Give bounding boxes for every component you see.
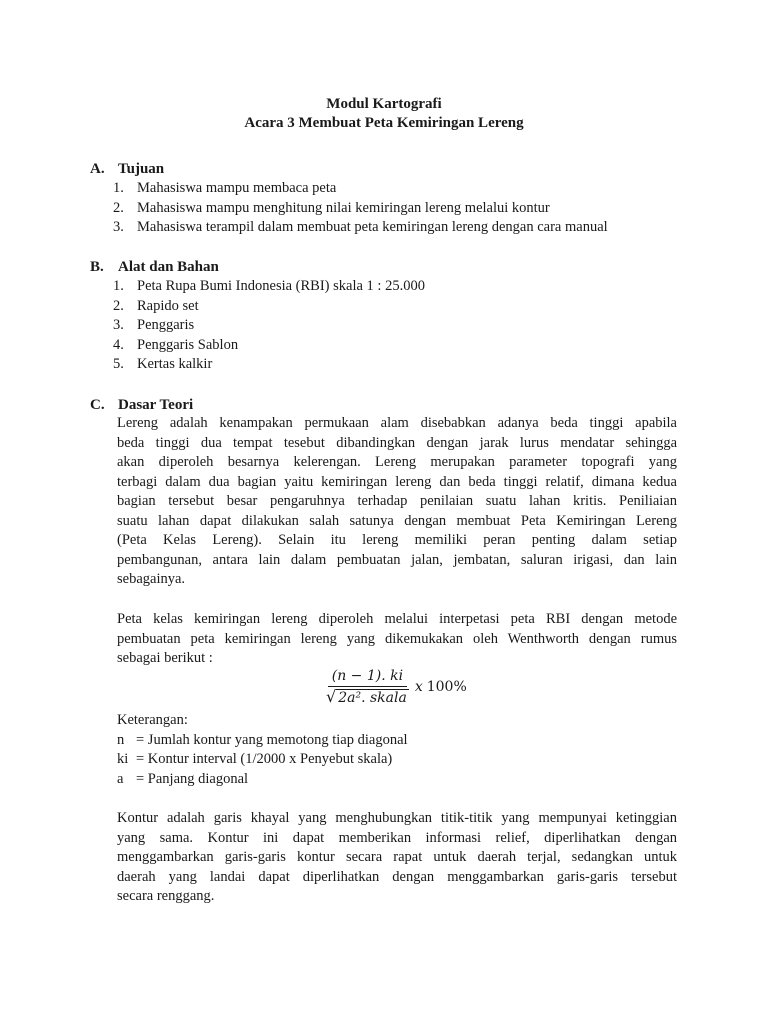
list-number: 5. xyxy=(113,356,124,372)
formula-percent: 100% xyxy=(426,679,467,695)
section-title: Tujuan xyxy=(118,161,165,177)
list-text: Penggaris Sablon xyxy=(137,337,239,353)
paragraph-line: pembuatan peta kemiringan lereng yang dikemukakan oleh Wenthworth dengan rumus xyxy=(117,630,677,647)
paragraph-line: daerah yang landai dapat diperlihatkan dengan menggambarkan garis-garis tersebut xyxy=(117,868,677,885)
paragraph-line: sebagainya. xyxy=(117,571,186,587)
list-item xyxy=(113,277,425,297)
section-letter: A. xyxy=(90,161,105,177)
keterangan-item xyxy=(117,750,392,770)
paragraph-line: pembangunan, antara lain dalam pembuatan jalan, jembatan, saluran irigasi, dan lain xyxy=(117,551,677,568)
document-subtitle: Acara 3 Membuat Peta Kemiringan Lereng xyxy=(244,115,524,131)
keterangan-text: = Jumlah kontur yang memotong tiap diagonal xyxy=(136,732,408,748)
section-letter: B. xyxy=(90,259,104,275)
list-number: 4. xyxy=(113,337,124,353)
list-item xyxy=(113,355,212,375)
section-heading-tujuan xyxy=(90,159,164,179)
paragraph-line: Lereng adalah kenampakan permukaan alam disebabkan adanya beda tinggi apabila xyxy=(117,415,677,431)
paragraph-line: bagian tersebut besar pengaruhnya terhadap penilaian suatu lahan kritis. Peniliaian xyxy=(117,493,677,509)
list-number: 3. xyxy=(113,317,124,333)
paragraph-line: yang sama. Kontur ini dapat memberikan informasi relief, diperlihatkan dengan xyxy=(117,829,677,846)
keterangan-item xyxy=(117,770,248,790)
paragraph-lereng xyxy=(117,414,677,590)
keterangan-symbol: n xyxy=(117,732,125,748)
paragraph-line: Kontur adalah garis khayal yang menghubungkan titik-titik yang mempunyai ketinggian xyxy=(117,810,677,826)
section-letter: C. xyxy=(90,397,105,413)
list-text: Mahasiswa mampu menghitung nilai kemiringan lereng melalui kontur xyxy=(137,200,550,216)
keterangan-symbol: a xyxy=(117,771,124,787)
paragraph-line: sebagai berikut : xyxy=(117,650,213,666)
keterangan-text: = Panjang diagonal xyxy=(136,771,249,787)
paragraph-line: (Peta Kelas Lereng). Selain itu lereng memiliki peran penting dalam setiap xyxy=(117,532,677,548)
list-item xyxy=(113,179,336,199)
section-title: Dasar Teori xyxy=(118,397,194,413)
list-text: Mahasiswa mampu membaca peta xyxy=(137,180,337,196)
keterangan-item xyxy=(117,731,408,751)
list-text: Mahasiswa terampil dalam membuat peta kemiringan lereng dengan cara manual xyxy=(137,219,608,235)
paragraph-line: Peta kelas kemiringan lereng diperoleh melalui interpetasi peta RBI dengan metode xyxy=(117,611,677,627)
keterangan-text: = Kontur interval (1/2000 x Penyebut skala) xyxy=(136,751,393,767)
section-heading-dasar-teori xyxy=(90,395,193,415)
list-text: Kertas kalkir xyxy=(137,356,213,372)
formula-multiply: x xyxy=(414,679,423,695)
list-text: Peta Rupa Bumi Indonesia (RBI) skala 1 : 25.000 xyxy=(137,278,425,294)
list-item xyxy=(113,297,199,317)
list-item xyxy=(113,199,550,219)
list-number: 3. xyxy=(113,219,124,235)
paragraph-line: terbagi dalam dua bagian yaitu kemiringan lereng dan beda tinggi relatif, dimana kedua xyxy=(117,473,677,490)
list-number: 1. xyxy=(113,278,124,294)
formula-denominator xyxy=(326,687,409,706)
keterangan-label: Keterangan: xyxy=(117,712,188,728)
paragraph-line: suatu lahan dapat dilakukan salah satunya dengan membuat Peta Kemiringan Lereng xyxy=(117,512,677,529)
formula-radicand: 2a². skala xyxy=(338,690,407,706)
keterangan-symbol: ki xyxy=(117,751,129,767)
list-item xyxy=(113,218,608,238)
paragraph-line: beda tinggi dua tempat tesebut dibandingkan dengan jarak lurus mendatar sehingga xyxy=(117,434,677,451)
document-title: Modul Kartografi xyxy=(326,96,442,112)
paragraph-kontur xyxy=(117,809,677,907)
section-title: Alat dan Bahan xyxy=(118,259,219,275)
paragraph-line: secara renggang. xyxy=(117,888,215,904)
list-number: 1. xyxy=(113,180,124,196)
list-item xyxy=(113,336,238,356)
list-text: Rapido set xyxy=(137,298,199,314)
paragraph-line: akan diperoleh besarnya kelerengan. Lereng merupakan parameter topografi yang xyxy=(117,454,677,470)
paragraph-peta-kelas xyxy=(117,610,677,669)
section-heading-alat-dan-bahan xyxy=(90,257,219,277)
formula-numerator: (n − 1). ki xyxy=(328,668,407,687)
paragraph-line: menggambarkan garis-garis kontur secara rapat untuk daerah terjal, sedangkan untuk xyxy=(117,849,677,865)
list-number: 2. xyxy=(113,298,124,314)
list-text: Penggaris xyxy=(137,317,195,333)
list-number: 2. xyxy=(113,200,124,216)
list-item xyxy=(113,316,194,336)
sqrt-symbol: √ xyxy=(326,687,337,706)
formula-fraction xyxy=(326,668,409,706)
wentworth-formula xyxy=(326,668,467,706)
